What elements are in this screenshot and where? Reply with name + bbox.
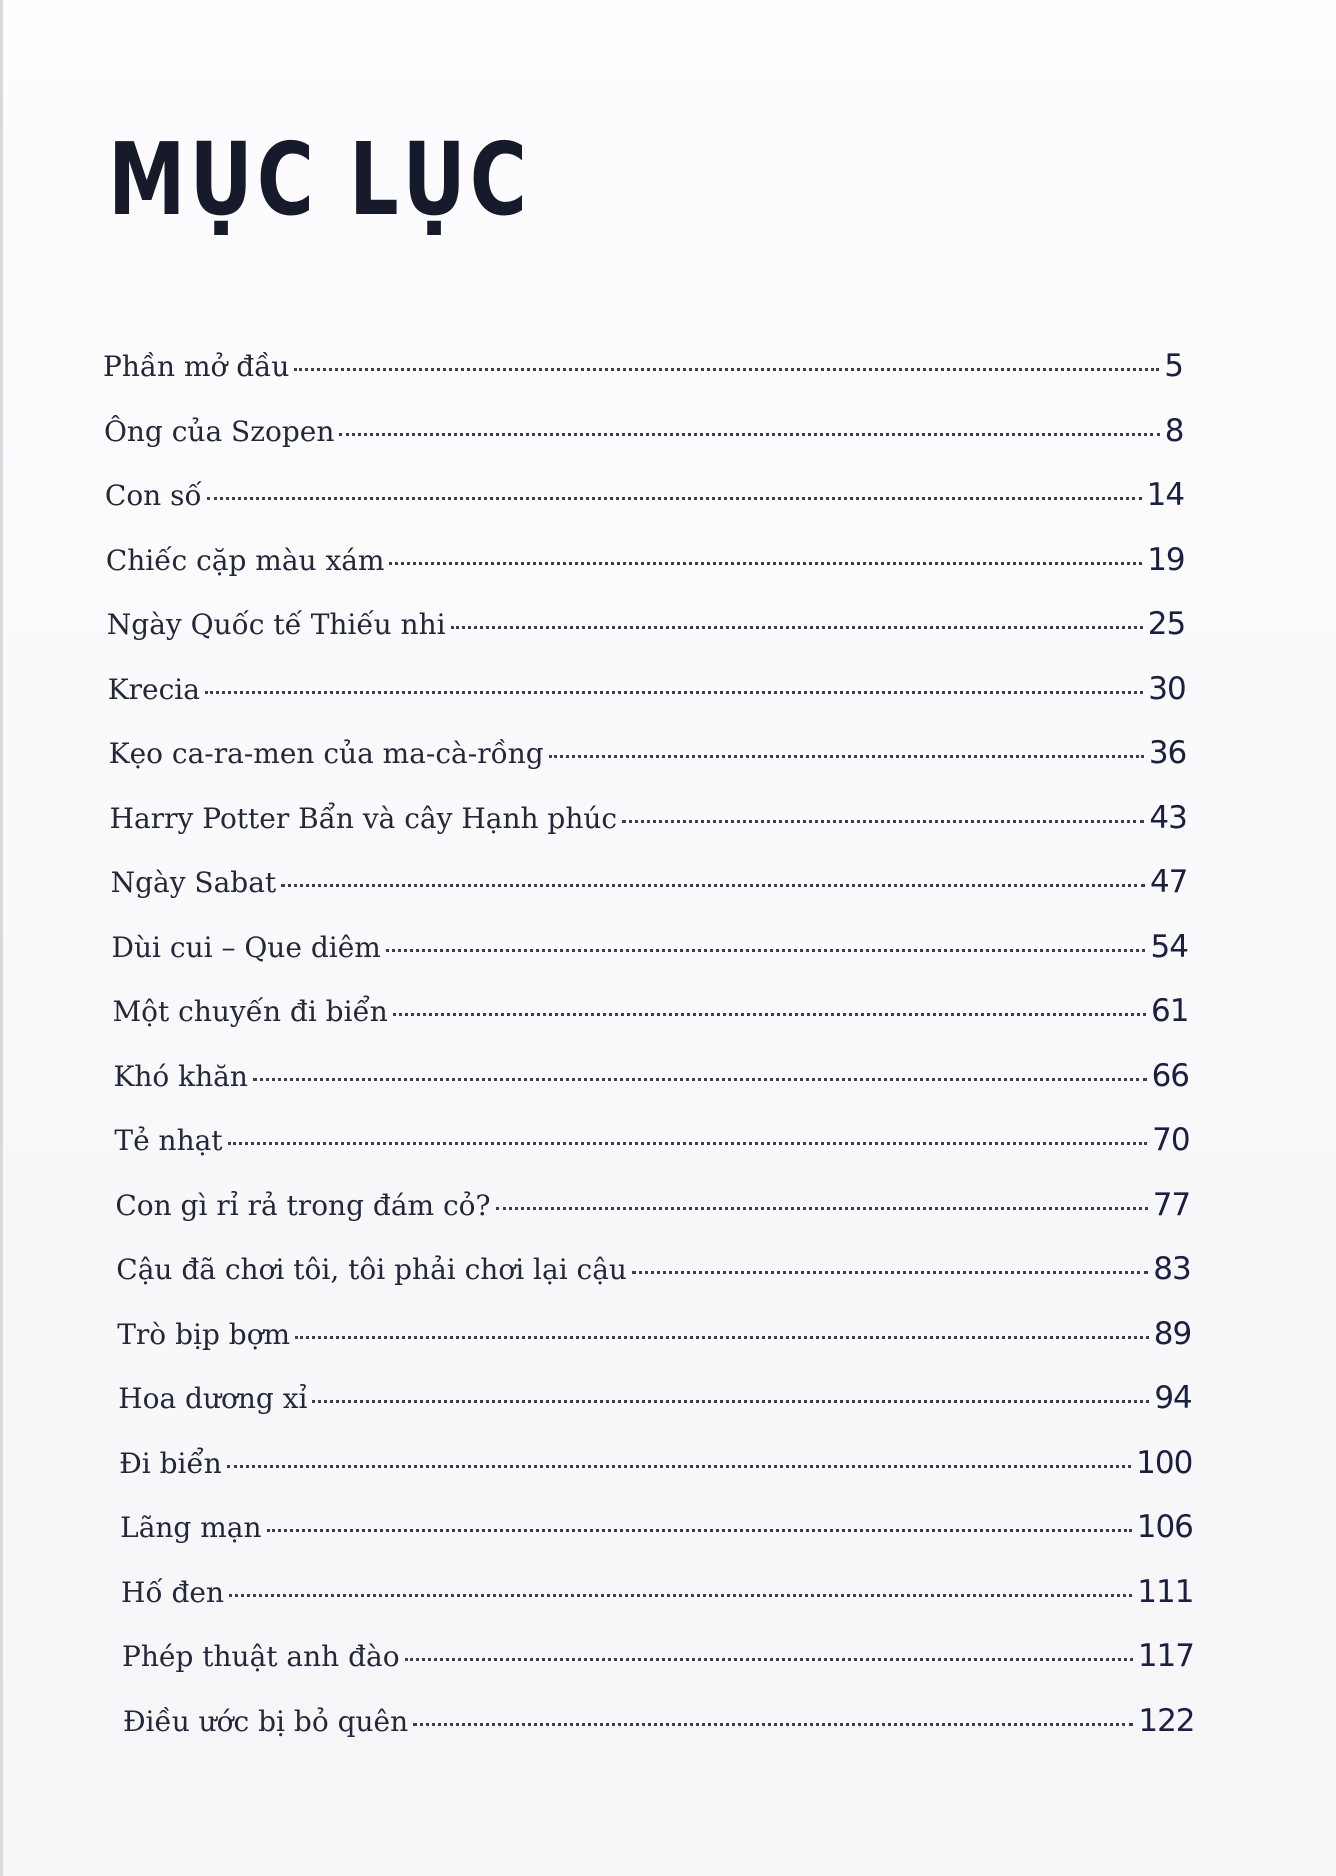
toc-entry: [111, 864, 1188, 908]
dot-leader: [253, 1078, 1147, 1081]
toc-entry-title: Hoa dương xỉ: [118, 1382, 308, 1415]
toc-page-number: 8: [1164, 412, 1184, 449]
dot-leader: [389, 562, 1142, 565]
dot-leader: [339, 433, 1159, 436]
toc-entry: [120, 1509, 1193, 1553]
toc-page-number: 47: [1149, 864, 1188, 900]
toc-page-number: 77: [1152, 1186, 1191, 1223]
toc-entry-title: Con số: [104, 479, 202, 512]
toc-entry-title: Lãng mạn: [120, 1511, 262, 1544]
dot-leader: [413, 1723, 1133, 1726]
toc-page-number: 70: [1152, 1122, 1190, 1158]
toc-entry: [122, 1638, 1194, 1682]
toc-entry: [103, 348, 1183, 392]
toc-page-number: 94: [1154, 1380, 1192, 1416]
toc-page-number: 19: [1147, 541, 1185, 578]
dot-leader: [267, 1529, 1132, 1532]
toc-entry-title: Kẹo ca-ra-men của ma-cà-rồng: [108, 737, 544, 770]
toc-entry: [112, 929, 1188, 973]
dot-leader: [207, 497, 1142, 500]
dot-leader: [205, 691, 1143, 694]
toc-entry-title: Ngày Quốc tế Thiếu nhi: [106, 608, 446, 641]
toc-entry-title: Hố đen: [121, 1575, 225, 1609]
dot-leader: [622, 820, 1144, 823]
page-title: MỤC LỤC: [108, 121, 531, 238]
toc-entry: [105, 477, 1184, 521]
toc-entry: [117, 1316, 1191, 1360]
toc-entry: [123, 1703, 1195, 1747]
toc-page-number: 61: [1151, 993, 1189, 1029]
toc-entry-title: Con gì rỉ rả trong đám cỏ?: [115, 1188, 491, 1222]
toc-entry: [109, 735, 1187, 779]
toc-entry: [121, 1574, 1193, 1618]
toc-page-number: 14: [1146, 477, 1185, 513]
toc-page-number: 106: [1136, 1509, 1193, 1545]
toc-entry: [108, 671, 1186, 715]
dot-leader: [405, 1658, 1133, 1661]
toc-entry: [104, 413, 1184, 457]
toc-entry-title: Krecia: [107, 672, 200, 706]
toc-page-number: 5: [1164, 348, 1183, 384]
toc-entry-title: Điều ước bị bỏ quên: [122, 1704, 409, 1738]
dot-leader: [312, 1400, 1149, 1403]
toc-entry-title: Tẻ nhạt: [114, 1124, 223, 1157]
toc-entry-title: Khó khăn: [113, 1059, 248, 1093]
dot-leader: [632, 1271, 1148, 1274]
toc-entry-title: Một chuyến đi biển: [112, 995, 388, 1028]
dot-leader: [229, 1594, 1132, 1597]
toc-page-number: 100: [1136, 1444, 1193, 1481]
toc-page-number: 89: [1153, 1315, 1192, 1352]
toc-entry: [113, 1058, 1189, 1102]
toc-page-number: 83: [1153, 1251, 1191, 1287]
toc-entry: [113, 993, 1189, 1037]
toc-page-number: 36: [1148, 735, 1187, 771]
toc-entry: [110, 800, 1187, 844]
dot-leader: [386, 949, 1146, 952]
toc-page-number: 54: [1150, 928, 1188, 965]
dot-leader: [549, 755, 1144, 758]
toc-entry-title: Ngày Sabat: [110, 866, 277, 899]
toc-entry-title: Đi biển: [119, 1446, 222, 1480]
dot-leader: [281, 884, 1145, 887]
toc-entry-title: Chiếc cặp màu xám: [105, 543, 385, 577]
toc-entry: [106, 542, 1185, 586]
toc-entry: [119, 1445, 1192, 1489]
toc-entry-title: Ông của Szopen: [103, 414, 335, 448]
dot-leader: [496, 1207, 1148, 1210]
toc-entry: [114, 1122, 1189, 1166]
dot-leader: [294, 368, 1159, 371]
toc-entry-title: Dùi cui – Que diêm: [111, 930, 381, 964]
toc-entry: [118, 1380, 1192, 1424]
toc-entry-title: Harry Potter Bẩn và cây Hạnh phúc: [109, 801, 618, 835]
dot-leader: [393, 1013, 1146, 1016]
toc-page-number: 117: [1137, 1638, 1194, 1674]
toc-entry: [107, 606, 1185, 650]
toc-entry: [115, 1187, 1190, 1231]
dot-leader: [295, 1336, 1149, 1339]
toc-entry-title: Phép thuật anh đào: [122, 1640, 400, 1673]
dot-leader: [227, 1465, 1131, 1468]
toc-entry-title: Trò bịp bợm: [117, 1317, 291, 1351]
dot-leader: [228, 1142, 1148, 1145]
toc-page-number: 122: [1138, 1702, 1195, 1739]
toc-entry-title: Phần mở đầu: [103, 350, 290, 383]
toc-page-number: 43: [1149, 799, 1187, 836]
toc-page-number: 111: [1137, 1573, 1194, 1610]
toc-page-number: 30: [1148, 670, 1186, 707]
toc-page-number: 66: [1151, 1057, 1190, 1094]
toc-entry: [116, 1251, 1190, 1295]
toc-page-number: 25: [1147, 606, 1186, 642]
dot-leader: [451, 626, 1143, 629]
toc-entry-title: Cậu đã chơi tôi, tôi phải chơi lại cậu: [116, 1253, 627, 1286]
